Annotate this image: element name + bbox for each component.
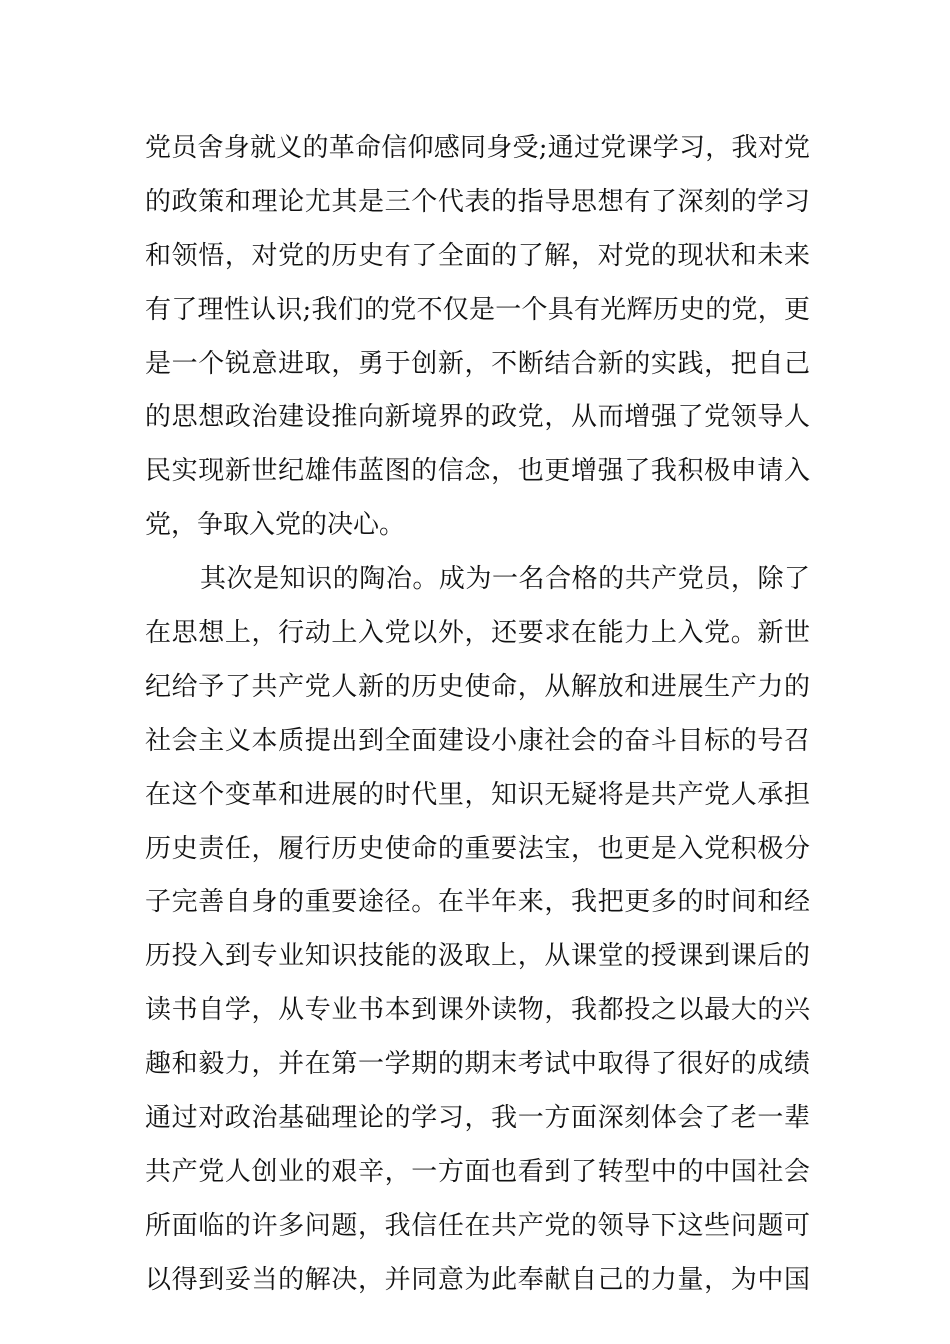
text-line: 在这个变革和进展的时代里，知识无疑将是共产党人承担 (145, 779, 810, 810)
body-text (145, 122, 810, 1308)
text-line: 和领悟，对党的历史有了全面的了解，对党的现状和未来 (145, 240, 810, 271)
text-line: 趣和毅力，并在第一学期的期末考试中取得了很好的成绩 (145, 1049, 810, 1080)
text-line: 纪给予了共产党人新的历史使命，从解放和进展生产力的 (145, 671, 810, 702)
text-line: 所面临的许多问题，我信任在共产党的领导下这些问题可 (145, 1210, 810, 1241)
text-line: 社会主义本质提出到全面建设小康社会的奋斗目标的号召 (145, 725, 810, 756)
text-line: 历史责任，履行历史使命的重要法宝，也更是入党积极分 (145, 833, 810, 864)
text-line: 是一个锐意进取，勇于创新，不断结合新的实践，把自己 (145, 348, 810, 379)
text-line: 民实现新世纪雄伟蓝图的信念，也更增强了我积极申请入 (145, 456, 810, 487)
text-line: 通过对政治基础理论的学习，我一方面深刻体会了老一辈 (145, 1103, 810, 1134)
text-line: 共产党人创业的艰辛，一方面也看到了转型中的中国社会 (145, 1156, 810, 1187)
text-line: 读书自学，从专业书本到课外读物，我都投之以最大的兴 (145, 995, 810, 1026)
text-line: 子完善自身的重要途径。在半年来，我把更多的时间和经 (145, 887, 810, 918)
text-line: 历投入到专业知识技能的汲取上，从课堂的授课到课后的 (145, 941, 810, 972)
text-line: 有了理性认识;我们的党不仅是一个具有光辉历史的党，更 (145, 294, 810, 325)
text-line: 党员舍身就义的革命信仰感同身受;通过党课学习，我对党 (145, 133, 810, 163)
text-line: 在思想上，行动上入党以外，还要求在能力上入党。新世 (145, 618, 810, 649)
text-line: 以得到妥当的解决，并同意为此奉献自己的力量，为中国 (145, 1264, 810, 1295)
paragraph-first-line: 其次是知识的陶冶。成为一名合格的共产党员，除了 (200, 564, 810, 595)
text-line: 党，争取入党的决心。 (145, 510, 406, 541)
text-line: 的政策和理论尤其是三个代表的指导思想有了深刻的学习 (145, 186, 810, 217)
text-line: 的思想政治建设推向新境界的政党，从而增强了党领导人 (145, 402, 810, 433)
